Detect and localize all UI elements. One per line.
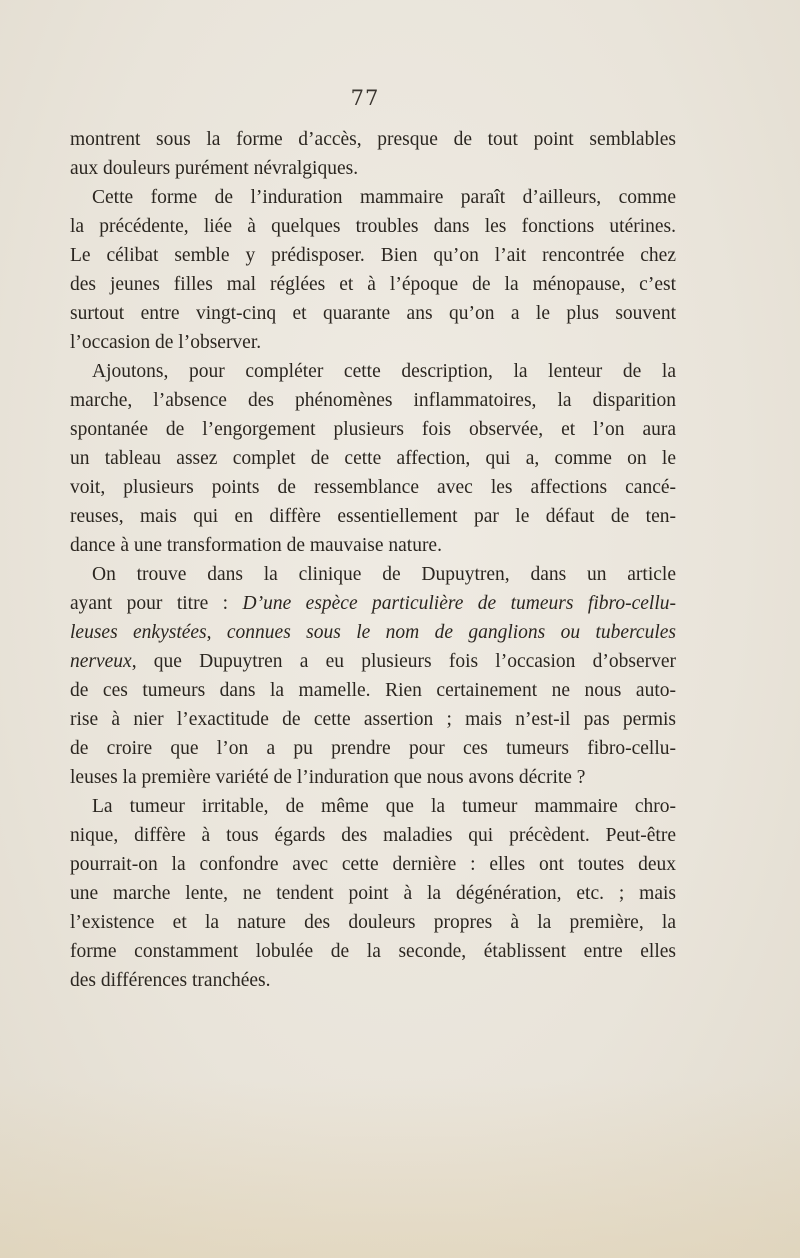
italic-text: D’une espèce particulière de tumeurs fibro-cellu- xyxy=(242,593,676,614)
text-line xyxy=(70,821,676,850)
text-segment: de croire que l’on a pu prendre pour ces tumeurs fibro-cellu- xyxy=(70,738,676,759)
text-segment: de ces tumeurs dans la mamelle. Rien certainement ne nous auto- xyxy=(70,680,676,701)
text-line xyxy=(70,937,676,966)
text-segment: , que Dupuytren a eu plusieurs fois l’occasion d’observer xyxy=(131,651,676,672)
text-segment: aux douleurs purément névralgiques. xyxy=(70,158,359,179)
body-text xyxy=(70,125,676,995)
text-line xyxy=(70,154,676,183)
text-segment: Ajoutons, pour compléter cette description, la lenteur de la xyxy=(92,361,676,382)
text-segment: dance à une transformation de mauvaise nature. xyxy=(70,535,442,556)
text-line xyxy=(70,502,676,531)
text-segment: un tableau assez complet de cette affection, qui a, comme on le xyxy=(70,448,676,469)
text-segment: l’existence et la nature des douleurs propres à la première, la xyxy=(70,912,676,933)
text-line xyxy=(70,705,676,734)
text-line xyxy=(70,908,676,937)
text-segment: forme constamment lobulée de la seconde, établissent entre elles xyxy=(70,941,676,962)
text-line xyxy=(70,444,676,473)
text-segment: l’occasion de l’observer. xyxy=(70,332,262,353)
text-line xyxy=(70,212,676,241)
text-line xyxy=(70,357,676,386)
text-line xyxy=(70,850,676,879)
text-segment: leuses la première variété de l’induration que nous avons décrite ? xyxy=(70,767,586,788)
text-segment: Le célibat semble y prédisposer. Bien qu’on l’ait rencontrée chez xyxy=(70,245,676,266)
text-line xyxy=(70,531,676,560)
text-segment: surtout entre vingt-cinq et quarante ans qu’on a le plus souvent xyxy=(70,303,676,324)
text-line xyxy=(70,792,676,821)
italic-text: nerveux xyxy=(70,651,132,672)
text-segment: marche, l’absence des phénomènes inflammatoires, la disparition xyxy=(70,390,676,411)
text-segment: Cette forme de l’induration mammaire paraît d’ailleurs, comme xyxy=(92,187,676,208)
text-segment: On trouve dans la clinique de Dupuytren, dans un article xyxy=(92,564,676,585)
text-line xyxy=(70,763,676,792)
text-line xyxy=(70,647,676,676)
text-line xyxy=(70,270,676,299)
text-line xyxy=(70,734,676,763)
text-segment: montrent sous la forme d’accès, presque de tout point semblables xyxy=(70,129,676,150)
text-line xyxy=(70,125,676,154)
text-line xyxy=(70,589,676,618)
text-segment: voit, plusieurs points de ressemblance avec les affections cancé- xyxy=(70,477,676,498)
text-segment: La tumeur irritable, de même que la tumeur mammaire chro- xyxy=(92,796,676,817)
text-line xyxy=(70,299,676,328)
text-segment: nique, diffère à tous égards des maladies qui précèdent. Peut-être xyxy=(70,825,676,846)
text-line xyxy=(70,386,676,415)
page-number: 77 xyxy=(350,86,380,110)
text-segment: pourrait-on la confondre avec cette dernière : elles ont toutes deux xyxy=(70,854,676,875)
text-segment: reuses, mais qui en diffère essentiellement par le défaut de ten- xyxy=(70,506,676,527)
text-line xyxy=(70,328,676,357)
text-line xyxy=(70,241,676,270)
italic-text: leuses enkystées xyxy=(70,622,207,643)
text-segment: une marche lente, ne tendent point à la dégénération, etc. ; mais xyxy=(70,883,676,904)
text-segment: ayant pour titre : xyxy=(70,593,243,614)
text-segment: la précédente, liée à quelques troubles dans les fonctions utérines. xyxy=(70,216,676,237)
italic-text: connues sous le nom de ganglions ou tubercules xyxy=(226,622,676,643)
text-segment: , xyxy=(206,622,227,643)
text-segment: des différences tranchées. xyxy=(70,970,271,991)
text-segment: rise à nier l’exactitude de cette assertion ; mais n’est-il pas permis xyxy=(70,709,676,730)
text-line xyxy=(70,966,676,995)
text-line xyxy=(70,473,676,502)
text-line xyxy=(70,618,676,647)
text-line xyxy=(70,560,676,589)
text-line xyxy=(70,415,676,444)
text-segment: spontanée de l’engorgement plusieurs fois observée, et l’on aura xyxy=(70,419,676,440)
text-line xyxy=(70,676,676,705)
text-line xyxy=(70,183,676,212)
text-line xyxy=(70,879,676,908)
text-segment: des jeunes filles mal réglées et à l’époque de la ménopause, c’est xyxy=(70,274,676,295)
